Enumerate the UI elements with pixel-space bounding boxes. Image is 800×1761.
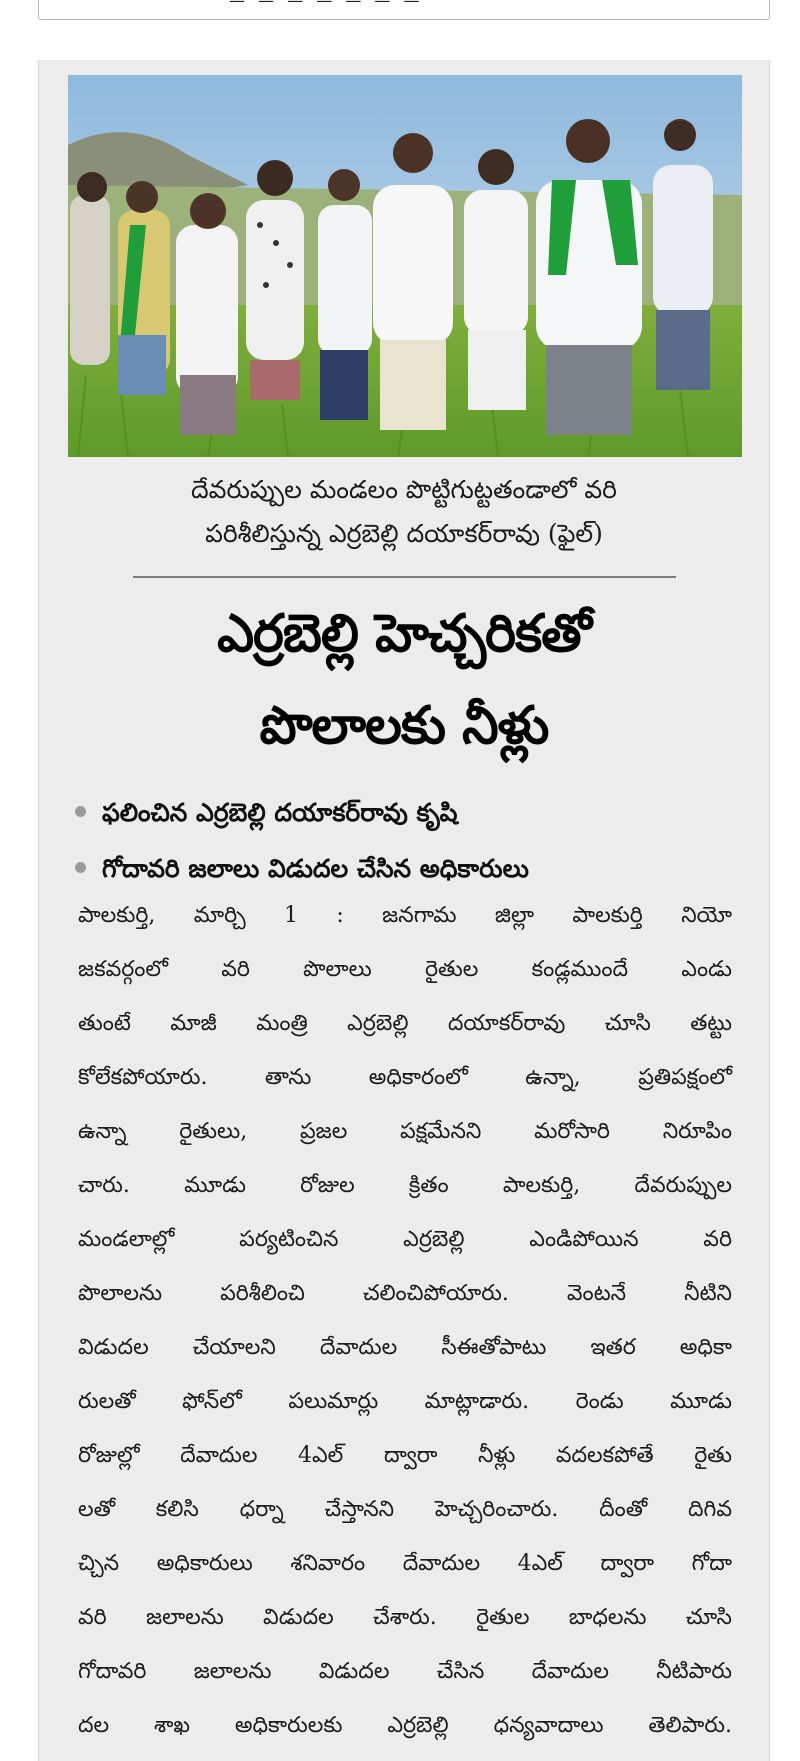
- body-line: రులతో ఫోన్‌లో పలుమార్లు మాట్లాడారు. రెండు మూడు: [78, 1389, 732, 1414]
- photo-caption-line-1: దేవరుప్పుల మండలం పొట్టిగుట్టతండాలో వరి: [191, 475, 617, 504]
- headline-line-2: పొలాలకు నీళ్లు: [259, 696, 549, 756]
- body-line: గోదావరి జలాలను విడుదల చేసిన దేవాదుల నీటిపారు: [78, 1659, 732, 1684]
- body-line: లతో కలిసి ధర్నా చేస్తానని హెచ్చరించారు. దీంతో దిగివ: [78, 1497, 732, 1522]
- body-line: చారు. మూడు రోజుల క్రితం పాలకుర్తి, దేవరుప్పుల: [78, 1173, 732, 1198]
- body-line: జకవర్గంలో వరి పొలాలు రైతుల కండ్లముందే ఎండు: [78, 957, 732, 982]
- body-line: కోలేకపోయారు. తాను అధికారంలో ఉన్నా, ప్రతిపక్షంలో: [78, 1065, 732, 1090]
- body-line: మండలాల్లో పర్యటించిన ఎర్రబెల్లి ఎండిపోయిన వరి: [78, 1227, 732, 1252]
- body-line: రోజుల్లో దేవాదుల 4ఎల్ ద్వారా నీళ్లు వదలకపోతే రైతు: [78, 1443, 732, 1468]
- previous-article-text: — — — — — — —: [229, 0, 424, 10]
- photo-caption-line-2: పరిశీలిస్తున్న ఎర్రబెల్లి దయాకర్‌రావు (ఫైల్): [205, 519, 603, 548]
- body-line: ఉన్నా రైతులు, ప్రజల పక్షమేనని మరోసారి నిరూపిం: [78, 1119, 732, 1144]
- bullet-dot-icon: [75, 806, 86, 817]
- field-inspection-photo: [68, 75, 742, 457]
- body-line: దల శాఖ అధికారులకు ఎర్రబెల్లి ధన్యవాదాలు తెలిపారు.: [78, 1713, 732, 1738]
- bullet-text-2: గోదావరి జలాలు విడుదల చేసిన అధికారులు: [102, 854, 529, 883]
- article-photo[interactable]: [68, 75, 742, 457]
- article-card: [38, 60, 770, 1761]
- caption-divider: [133, 576, 676, 578]
- previous-article-strip: [38, 0, 770, 20]
- bullet-dot-icon: [75, 862, 86, 873]
- bullet-point-2: [75, 846, 749, 892]
- body-line: పొలాలను పరిశీలించి చలించిపోయారు. వెంటనే నీటిని: [78, 1281, 732, 1306]
- body-line: వరి జలాలను విడుదల చేశారు. రైతుల బాధలను చూసి: [78, 1605, 732, 1630]
- body-line: విడుదల చేయాలని దేవాదుల సీఈతోపాటు ఇతర అధికా: [78, 1335, 732, 1360]
- body-line: చ్చిన అధికారులు శనివారం దేవాదుల 4ఎల్ ద్వారా గోదా: [78, 1551, 732, 1576]
- bullet-point-1: [75, 790, 749, 836]
- headline-line-1: ఎర్రబెల్లి హెచ్చరికతో: [217, 604, 591, 664]
- bullet-text-1: ఫలించిన ఎర్రబెల్లి దయాకర్‌రావు కృషి: [102, 798, 458, 827]
- body-line: పాలకుర్తి, మార్చి 1 : జనగామ జిల్లా పాలకుర్తి నియో: [78, 903, 732, 928]
- body-line: తుంటే మాజీ మంత్రి ఎర్రబెల్లి దయాకర్‌రావు చూసి తట్టు: [78, 1011, 732, 1036]
